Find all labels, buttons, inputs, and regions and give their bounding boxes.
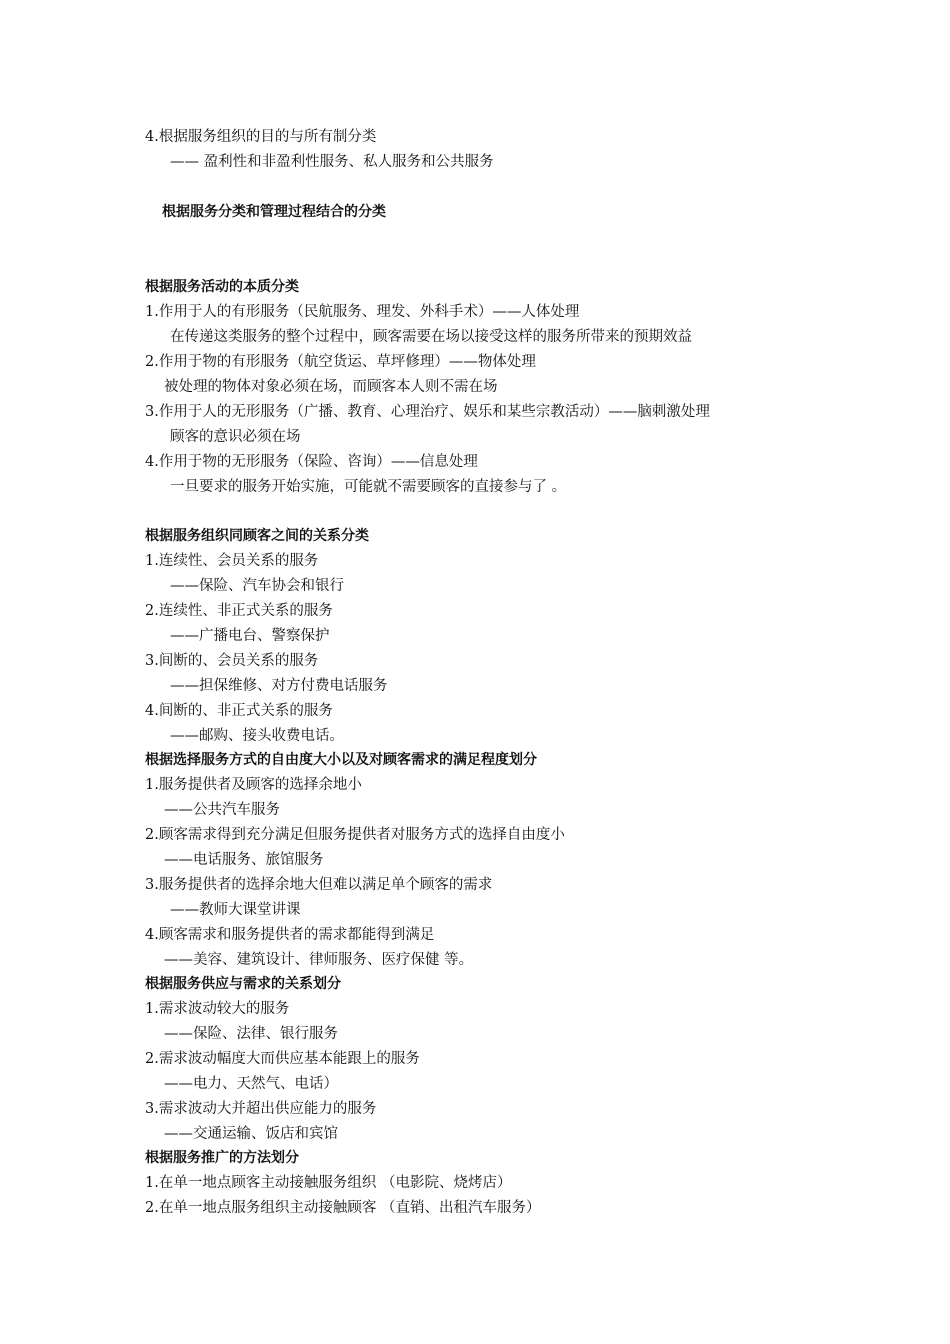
section-heading: 根据服务分类和管理过程结合的分类 bbox=[162, 204, 386, 220]
list-item-detail: ——交通运输、饭店和宾馆 bbox=[164, 1126, 338, 1142]
list-item-detail: ——公共汽车服务 bbox=[164, 802, 280, 818]
list-item-detail: ——保险、汽车协会和银行 bbox=[170, 578, 344, 594]
list-item-detail: ——美容、建筑设计、律师服务、医疗保健 等。 bbox=[164, 952, 474, 968]
list-item: 3.间断的、会员关系的服务 bbox=[145, 653, 319, 669]
section-heading: 根据选择服务方式的自由度大小以及对顾客需求的满足程度划分 bbox=[145, 752, 537, 768]
list-item-detail: 被处理的物体对象必须在场，而顾客本人则不需在场 bbox=[164, 379, 498, 395]
list-item-detail: 顾客的意识必须在场 bbox=[170, 429, 301, 445]
list-item-detail: —— 盈利性和非盈利性服务、私人服务和公共服务 bbox=[170, 154, 494, 170]
list-item: 1.服务提供者及顾客的选择余地小 bbox=[145, 777, 362, 793]
list-item: 2.在单一地点服务组织主动接触顾客 （直销、出租汽车服务） bbox=[145, 1200, 541, 1216]
list-item: 4.间断的、非正式关系的服务 bbox=[145, 703, 333, 719]
section-heading: 根据服务推广的方法划分 bbox=[145, 1150, 299, 1166]
list-item: 2.顾客需求得到充分满足但服务提供者对服务方式的选择自由度小 bbox=[145, 827, 565, 843]
list-item: 4.作用于物的无形服务（保险、咨询）——信息处理 bbox=[145, 454, 478, 470]
section-heading: 根据服务活动的本质分类 bbox=[145, 279, 299, 295]
list-item-detail: ——担保维修、对方付费电话服务 bbox=[170, 678, 388, 694]
list-item: 2.连续性、非正式关系的服务 bbox=[145, 603, 333, 619]
list-item: 1.需求波动较大的服务 bbox=[145, 1001, 290, 1017]
list-item: 4.顾客需求和服务提供者的需求都能得到满足 bbox=[145, 927, 435, 943]
section-heading: 根据服务组织同顾客之间的关系分类 bbox=[145, 528, 369, 544]
section-heading: 根据服务供应与需求的关系划分 bbox=[145, 976, 341, 992]
list-item: 4.根据服务组织的目的与所有制分类 bbox=[145, 129, 377, 145]
list-item: 3.作用于人的无形服务（广播、教育、心理治疗、娱乐和某些宗教活动）——脑刺激处理 bbox=[145, 404, 710, 420]
list-item: 1.作用于人的有形服务（民航服务、理发、外科手术）——人体处理 bbox=[145, 304, 580, 320]
list-item-detail: 一旦要求的服务开始实施，可能就不需要顾客的直接参与了 。 bbox=[170, 479, 567, 495]
list-item: 1.连续性、会员关系的服务 bbox=[145, 553, 319, 569]
list-item-detail: 在传递这类服务的整个过程中，顾客需要在场以接受这样的服务所带来的预期效益 bbox=[170, 329, 692, 345]
list-item-detail: ——广播电台、警察保护 bbox=[170, 628, 330, 644]
list-item-detail: ——保险、法律、银行服务 bbox=[164, 1026, 338, 1042]
list-item-detail: ——教师大课堂讲课 bbox=[170, 902, 301, 918]
list-item: 2.需求波动幅度大而供应基本能跟上的服务 bbox=[145, 1051, 420, 1067]
list-item-detail: ——邮购、接头收费电话。 bbox=[170, 728, 344, 744]
list-item: 3.需求波动大并超出供应能力的服务 bbox=[145, 1101, 377, 1117]
list-item-detail: ——电力、天然气、电话） bbox=[164, 1076, 338, 1092]
list-item: 2.作用于物的有形服务（航空货运、草坪修理）——物体处理 bbox=[145, 354, 536, 370]
list-item-detail: ——电话服务、旅馆服务 bbox=[164, 852, 324, 868]
list-item: 3.服务提供者的选择余地大但难以满足单个顾客的需求 bbox=[145, 877, 493, 893]
list-item: 1.在单一地点顾客主动接触服务组织 （电影院、烧烤店） bbox=[145, 1175, 512, 1191]
